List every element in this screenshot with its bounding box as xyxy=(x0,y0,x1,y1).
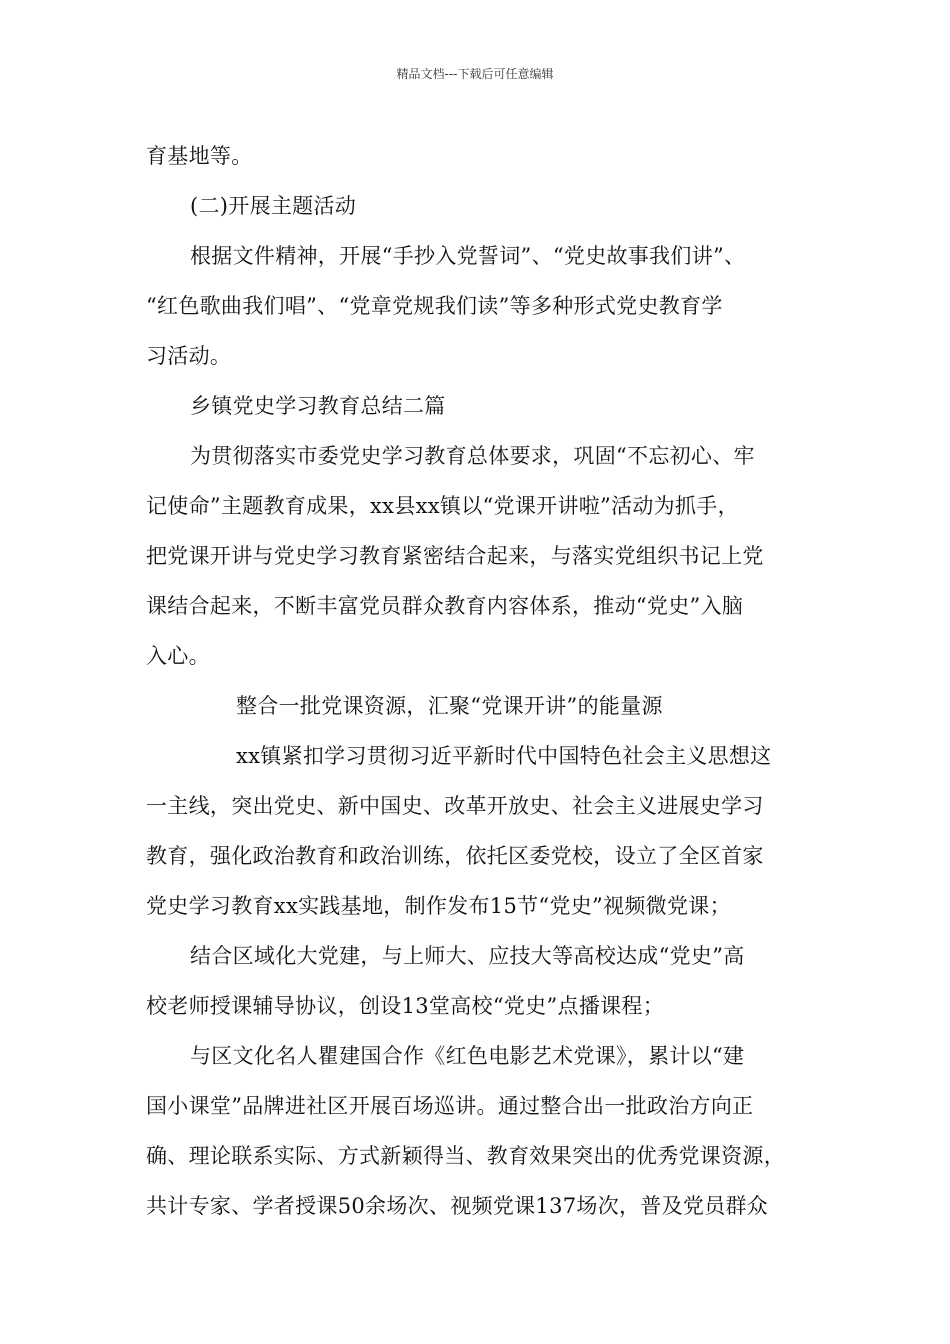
paragraph-line: 校老师授课辅导协议，创设13堂高校“党史”点播课程； xyxy=(146,994,664,1018)
paragraph-line: 共计专家、学者授课50余场次、视频党课137场次，普及党员群众 xyxy=(146,1194,769,1218)
paragraph-line: 习活动。 xyxy=(146,344,232,368)
paragraph-line: 一主线，突出党史、新中国史、改革开放史、社会主义进展史学习 xyxy=(146,794,764,818)
paragraph-line: 与区文化名人瞿建国合作《红色电影艺术党课》，累计以“建 xyxy=(190,1044,745,1068)
paragraph-line: 为贯彻落实市委党史学习教育总体要求，巩固“不忘初心、牢 xyxy=(190,444,755,468)
paragraph-line: 国小课堂”品牌进社区开展百场巡讲。通过整合出一批政治方向正 xyxy=(146,1094,754,1118)
paragraph-line: 课结合起来，不断丰富党员群众教育内容体系，推动“党史”入脑 xyxy=(146,594,744,618)
paragraph-line: 确、理论联系实际、方式新颖得当、教育效果突出的优秀党课资源， xyxy=(146,1144,785,1168)
paragraph-line: 根据文件精神，开展“手抄入党誓词”、“党史故事我们讲”、 xyxy=(190,244,746,268)
paragraph-line: 育基地等。 xyxy=(146,144,253,168)
paragraph-line: 把党课开讲与党史学习教育紧密结合起来，与落实党组织书记上党 xyxy=(146,544,764,568)
section-heading: 整合一批党课资源，汇聚“党课开讲”的能量源 xyxy=(236,694,663,718)
paragraph-line: “红色歌曲我们唱”、“党章党规我们读”等多种形式党史教育学 xyxy=(146,294,723,318)
paragraph-line: 记使命”主题教育成果，xx县xx镇以“党课开讲啦”活动为抓手， xyxy=(146,494,739,518)
section-heading: (二)开展主题活动 xyxy=(190,194,357,218)
paragraph-line: 结合区域化大党建，与上师大、应技大等高校达成“党史”高 xyxy=(190,944,745,968)
paragraph-line: 教育，强化政治教育和政治训练，依托区委党校，设立了全区首家 xyxy=(146,844,764,868)
document-body xyxy=(146,131,804,1231)
paragraph-line: 入心。 xyxy=(146,644,210,668)
page-header: 精品文档---下载后可任意编辑 xyxy=(396,67,554,81)
paragraph-line: 党史学习教育xx实践基地，制作发布15节“党史”视频微党课； xyxy=(146,894,731,918)
document-title: 乡镇党史学习教育总结二篇 xyxy=(190,394,446,418)
paragraph-line: xx镇紧扣学习贯彻习近平新时代中国特色社会主义思想这 xyxy=(236,744,772,768)
